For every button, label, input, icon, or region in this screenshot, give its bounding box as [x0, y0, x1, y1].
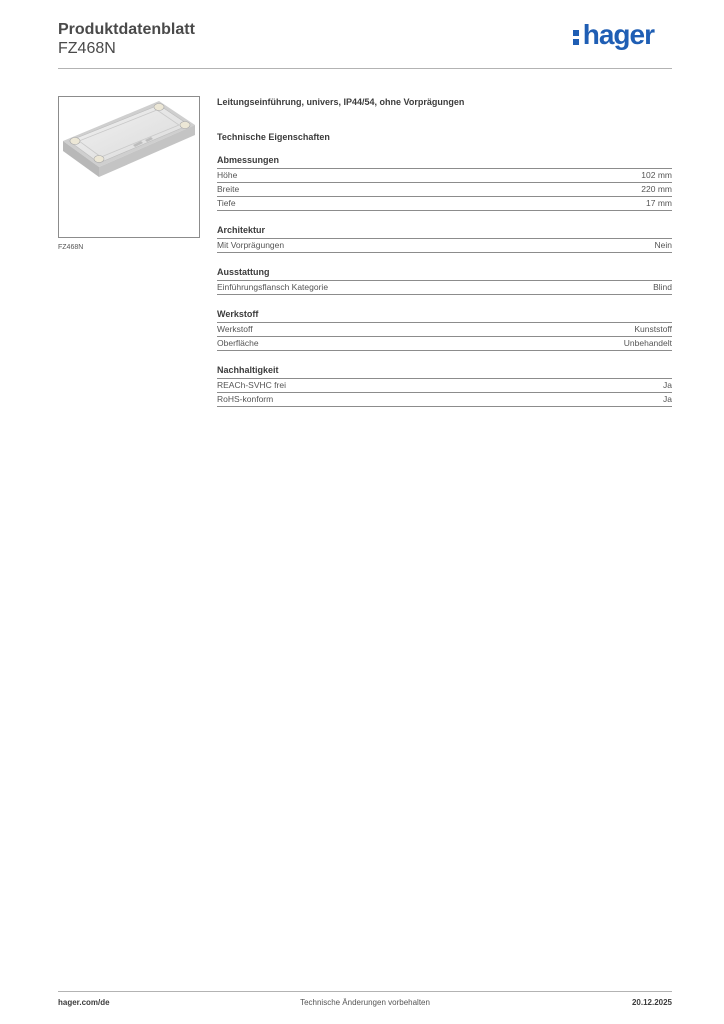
- group-title: Nachhaltigkeit: [217, 364, 672, 379]
- specs-content: [217, 95, 672, 407]
- product-description: Leitungseinführung, univers, IP44/54, ohne Vorprägungen: [217, 97, 465, 107]
- spec-label: Einführungsflansch Kategorie: [217, 282, 329, 292]
- spec-label: Oberfläche: [217, 338, 259, 348]
- group-title: Ausstattung: [217, 266, 672, 281]
- spec-row: [217, 393, 672, 407]
- group-title: Abmessungen: [217, 154, 672, 169]
- logo-text: hager: [582, 19, 654, 50]
- spec-group-nachhaltigkeit: [217, 364, 672, 407]
- spec-row: [217, 337, 672, 351]
- group-title: Architektur: [217, 224, 672, 239]
- spec-value: 17 mm: [646, 198, 672, 208]
- spec-value: Kunststoff: [634, 324, 672, 334]
- footer-date: 20.12.2025: [631, 998, 672, 1007]
- specs-heading: Technische Eigenschaften: [217, 132, 330, 142]
- spec-value: Ja: [663, 394, 672, 404]
- image-caption: FZ468N: [58, 244, 84, 251]
- footer-website-link[interactable]: hager.com/de: [58, 998, 110, 1007]
- spec-value: Ja: [663, 380, 672, 390]
- spec-row: [217, 323, 672, 337]
- spec-label: Höhe: [217, 170, 238, 180]
- spec-row: [217, 183, 672, 197]
- spec-value: 102 mm: [641, 170, 672, 180]
- spec-group-abmessungen: [217, 154, 672, 211]
- spec-group-architektur: [217, 224, 672, 253]
- spec-label: Werkstoff: [217, 324, 253, 334]
- spec-value: Blind: [653, 282, 672, 292]
- page-header: [58, 20, 672, 68]
- spec-value: Unbehandelt: [623, 338, 672, 348]
- spec-row: [217, 169, 672, 183]
- product-image: [58, 96, 200, 238]
- spec-label: Tiefe: [217, 198, 236, 208]
- spec-label: Mit Vorprägungen: [217, 240, 285, 250]
- footer-notice: Technische Änderungen vorbehalten: [300, 998, 430, 1007]
- hager-logo: [573, 20, 654, 50]
- spec-label: Breite: [217, 184, 240, 194]
- spec-label: REACh-SVHC frei: [217, 380, 286, 390]
- spec-row: [217, 239, 672, 253]
- spec-value: Nein: [654, 240, 672, 250]
- page-title: Produktdatenblatt: [58, 21, 195, 38]
- spec-group-werkstoff: [217, 308, 672, 351]
- footer-divider: [58, 991, 672, 992]
- spec-row: [217, 379, 672, 393]
- spec-value: 220 mm: [641, 184, 672, 194]
- cable-entry-plate-icon: [59, 97, 199, 237]
- spec-row: [217, 281, 672, 295]
- spec-label: RoHS-konform: [217, 394, 274, 404]
- logo-dots-icon: [573, 24, 580, 46]
- spec-group-ausstattung: [217, 266, 672, 295]
- header-divider: [58, 68, 672, 69]
- spec-row: [217, 197, 672, 211]
- article-number: FZ468N: [58, 40, 116, 57]
- group-title: Werkstoff: [217, 308, 672, 323]
